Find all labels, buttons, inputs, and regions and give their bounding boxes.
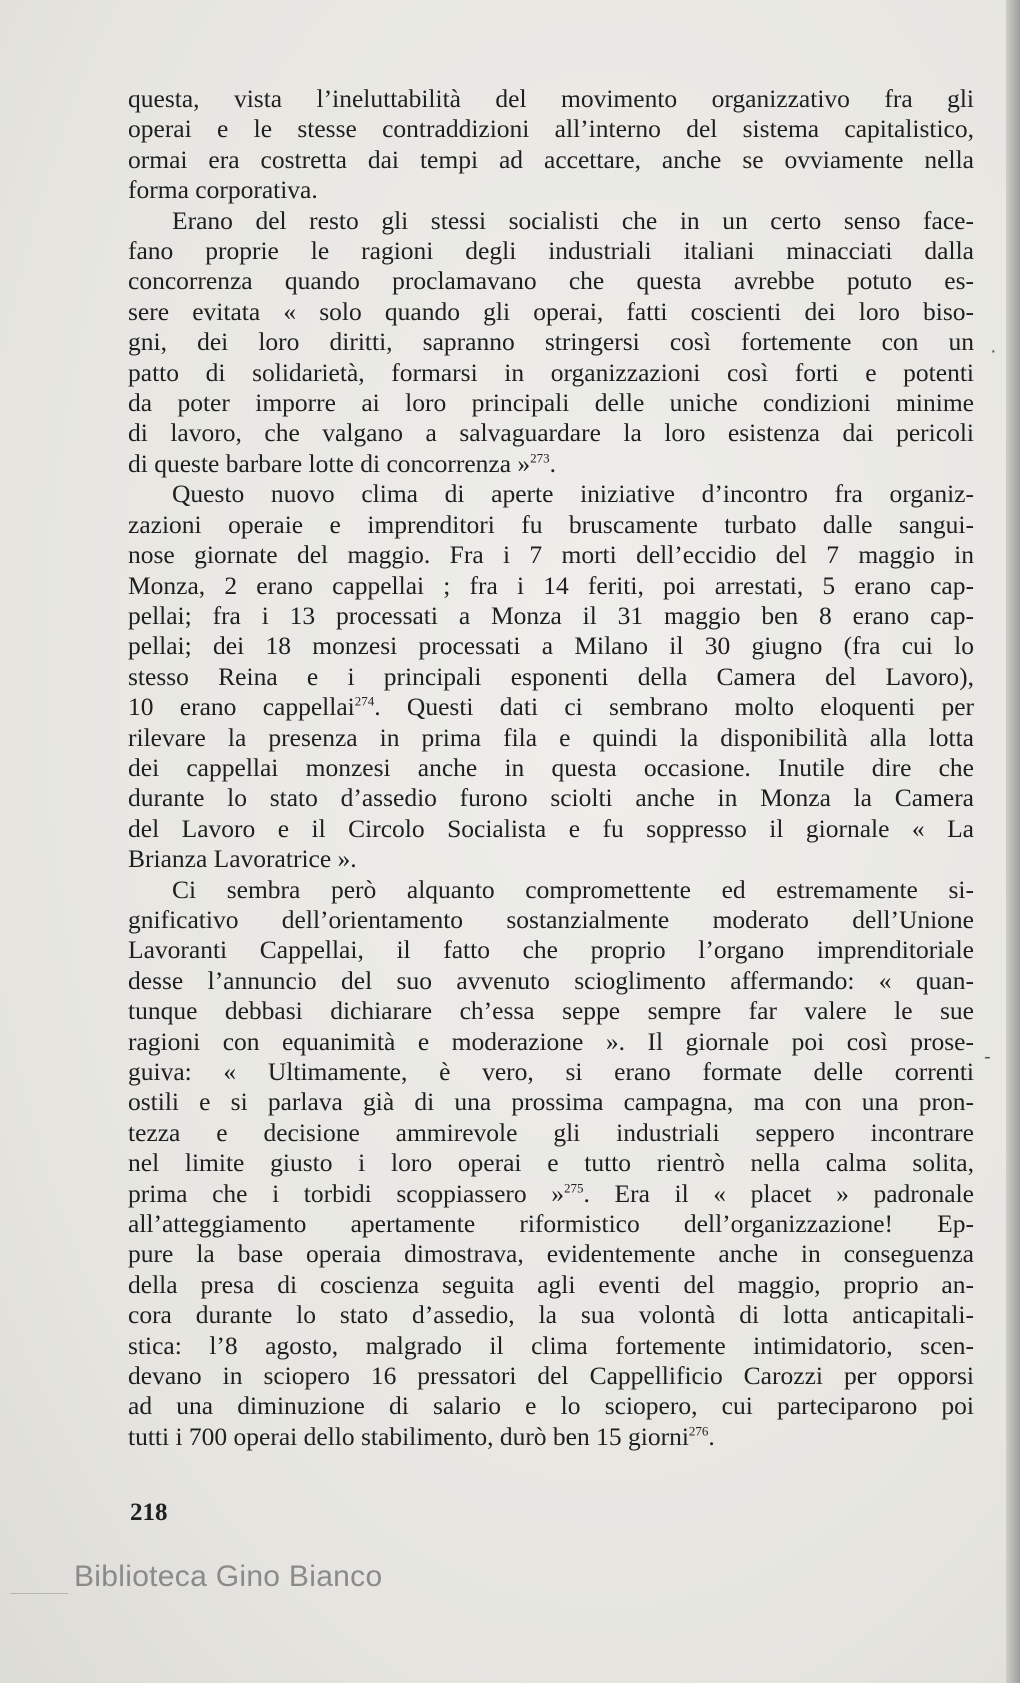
text-line xyxy=(128,418,974,448)
text-line xyxy=(128,905,974,935)
text-line-continuation: . xyxy=(549,448,557,478)
text-line-content: ragioni con equanimità e moderazione ». Il giornale poi così prose- xyxy=(128,1026,974,1056)
text-line-content: da poter imporre ai loro principali delle uniche condizioni minime xyxy=(128,388,974,418)
text-line-content: devano in sciopero 16 pressatori del Cappellificio Carozzi per opporsi xyxy=(128,1361,974,1391)
text-line xyxy=(128,1422,974,1452)
text-line xyxy=(128,1361,974,1391)
text-line-content: guiva: « Ultimamente, è vero, si erano formate delle correnti xyxy=(128,1057,974,1086)
text-line-content: questa, vista l’ineluttabilità del movimento organizzativo fra gli xyxy=(128,84,974,113)
text-line-content: stica: l’8 agosto, malgrado il clima fortemente intimidatorio, scen- xyxy=(128,1330,974,1360)
text-line-continuation: . Era il « placet » padronale xyxy=(583,1178,974,1208)
text-line xyxy=(128,631,974,661)
text-line xyxy=(128,935,974,965)
text-line-content: Monza, 2 erano cappellai ; fra i 14 feriti, poi arrestati, 5 erano cap- xyxy=(128,570,974,600)
text-line xyxy=(128,662,974,692)
text-line xyxy=(128,479,974,509)
text-line xyxy=(128,145,974,175)
text-line-continuation: . Questi dati ci sembrano molto eloquenti per xyxy=(374,692,974,722)
text-line xyxy=(128,358,974,388)
text-line xyxy=(128,1148,974,1178)
text-line-content: forma corporativa. xyxy=(128,175,318,205)
text-line xyxy=(128,814,974,844)
text-line-content: della presa di coscienza seguita agli eventi del maggio, proprio an- xyxy=(128,1269,974,1299)
text-line xyxy=(128,1057,974,1087)
text-line-content: zazioni operaie e imprenditori fu bruscamente turbato dalle sangui- xyxy=(128,509,974,539)
text-line-content: durante lo stato d’assedio furono sciolti anche in Monza la Camera xyxy=(128,783,974,813)
text-line-content: ormai era costretta dai tempi ad accettare, anche se ovviamente nella xyxy=(128,144,974,174)
text-line-content: sere evitata « solo quando gli operai, fatti coscienti dei loro biso- xyxy=(128,296,974,326)
text-line xyxy=(128,84,974,114)
text-line-content: ostili e si parlava già di una prossima campagna, ma con una pron- xyxy=(128,1087,974,1117)
text-line xyxy=(128,449,974,479)
text-line xyxy=(128,1331,974,1361)
text-line xyxy=(128,1087,974,1117)
text-line-content: di lavoro, che valgano a salvaguardare la loro esistenza dai pericoli xyxy=(128,418,974,448)
text-line-content: ad una diminuzione di salario e lo sciopero, cui parteciparono poi xyxy=(128,1391,974,1421)
text-line xyxy=(128,1300,974,1330)
text-line-content: 10 erano cappellai xyxy=(128,692,355,722)
text-line xyxy=(128,540,974,570)
text-line xyxy=(128,996,974,1026)
text-line xyxy=(128,510,974,540)
text-line-content: dei cappellai monzesi anche in questa occasione. Inutile dire che xyxy=(128,752,974,782)
text-line-content: tutti i 700 operai dello stabilimento, durò ben 15 giorni xyxy=(128,1421,689,1451)
text-line xyxy=(128,1179,974,1209)
text-line xyxy=(128,266,974,296)
text-line-content: prima che i torbidi scoppiassero » xyxy=(128,1178,565,1208)
text-line-continuation: . xyxy=(708,1421,715,1451)
text-line-content: fano proprie le ragioni degli industriali italiani minacciati dalla xyxy=(128,236,974,266)
text-line-content: concorrenza quando proclamavano che questa avrebbe potuto es- xyxy=(128,266,974,296)
text-line-content: cora durante lo stato d’assedio, la sua volontà di lotta anticapitali- xyxy=(128,1300,974,1330)
margin-mark: · xyxy=(990,340,997,362)
text-line xyxy=(128,1027,974,1057)
text-line-content: gnificativo dell’orientamento sostanzialmente moderato dell’Unione xyxy=(128,904,974,934)
text-line xyxy=(128,236,974,266)
text-line-content: all’atteggiamento apertamente riformistico dell’organizzazione! Ep- xyxy=(128,1209,974,1239)
text-line-content: Lavoranti Cappellai, il fatto che proprio l’organo imprenditoriale xyxy=(128,935,974,965)
page-edge xyxy=(1006,0,1020,1683)
text-line xyxy=(128,571,974,601)
text-line xyxy=(128,966,974,996)
text-line xyxy=(128,723,974,753)
text-line-content: tezza e decisione ammirevole gli industriali seppero incontrare xyxy=(128,1117,974,1147)
text-line-content: operai e le stesse contraddizioni all’interno del sistema capitalistico, xyxy=(128,114,974,144)
text-line xyxy=(128,875,974,905)
text-line xyxy=(128,206,974,236)
text-line-content: pellai; dei 18 monzesi processati a Milano il 30 giugno (fra cui lo xyxy=(128,631,974,661)
body-text xyxy=(128,84,974,1452)
text-line-content: gni, dei loro diritti, sapranno stringersi così fortemente con un xyxy=(128,327,974,357)
text-line xyxy=(128,753,974,783)
text-line-content: nose giornate del maggio. Fra i 7 morti dell’eccidio del 7 maggio in xyxy=(128,540,974,570)
text-line xyxy=(128,327,974,357)
text-line xyxy=(128,844,974,874)
text-line-content: Questo nuovo clima di aperte iniziative d’incontro fra organiz- xyxy=(172,479,974,509)
library-stamp: Biblioteca Gino Bianco xyxy=(74,1560,383,1593)
text-line xyxy=(128,1209,974,1239)
text-line xyxy=(128,783,974,813)
text-line-content: desse l’annuncio del suo avvenuto scioglimento affermando: « quan- xyxy=(128,965,974,995)
footnote-reference: 274 xyxy=(354,693,375,709)
margin-mark: - xyxy=(984,1046,991,1068)
text-line xyxy=(128,388,974,418)
text-line-content: del Lavoro e il Circolo Socialista e fu soppresso il giornale « La xyxy=(128,813,974,843)
text-line-content: tunque debbasi dichiarare ch’essa seppe sempre far valere le sue xyxy=(128,996,974,1026)
text-line xyxy=(128,297,974,327)
text-line-content: rilevare la presenza in prima fila e quindi la disponibilità alla lotta xyxy=(128,722,974,752)
text-line-content: nel limite giusto i loro operai e tutto rientrò nella calma solita, xyxy=(128,1148,974,1178)
text-line-content: Erano del resto gli stessi socialisti che in un certo senso face- xyxy=(172,205,974,235)
text-line xyxy=(128,1391,974,1421)
text-line xyxy=(128,692,974,722)
text-line-content: patto di solidarietà, formarsi in organizzazioni così forti e potenti xyxy=(128,357,974,387)
footnote-reference: 275 xyxy=(564,1180,584,1196)
text-line xyxy=(128,175,974,205)
text-line xyxy=(128,1239,974,1269)
footnote-reference: 273 xyxy=(530,450,550,466)
text-line-content: di queste barbare lotte di concorrenza » xyxy=(128,448,531,478)
text-line-content: Ci sembra però alquanto compromettente ed estremamente si- xyxy=(172,874,974,904)
text-line-content: Brianza Lavoratrice ». xyxy=(128,844,357,874)
text-line-content: stesso Reina e i principali esponenti della Camera del Lavoro), xyxy=(128,661,974,691)
page-number: 218 xyxy=(130,1499,168,1526)
footnote-reference: 276 xyxy=(688,1423,709,1439)
text-line-content: pure la base operaia dimostrava, evidentemente anche in conseguenza xyxy=(128,1239,974,1269)
text-line xyxy=(128,1270,974,1300)
text-line xyxy=(128,601,974,631)
text-line-content: pellai; fra i 13 processati a Monza il 31 maggio ben 8 erano cap- xyxy=(128,600,974,630)
text-line xyxy=(128,114,974,144)
stamp-rule xyxy=(10,1593,68,1594)
text-line xyxy=(128,1118,974,1148)
